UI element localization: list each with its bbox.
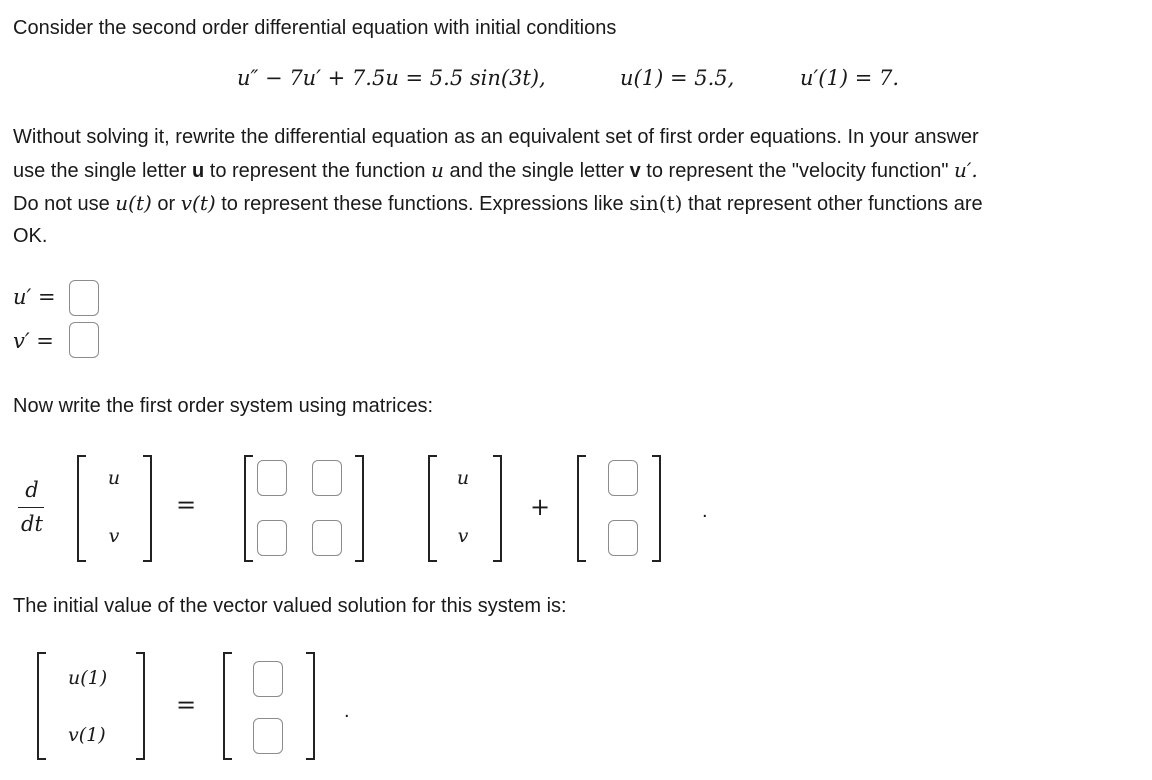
lhs-left-bracket bbox=[77, 455, 86, 562]
matrix-a21-input[interactable] bbox=[257, 520, 287, 556]
iv-u1: u(1) bbox=[68, 667, 108, 689]
instruction-line-3: Do not use u(t) or v(t) to represent these functions. Expressions like sin(t) that represent other functions are bbox=[13, 191, 983, 215]
initial-condition-u: u(1) = 5.5, bbox=[620, 66, 735, 90]
forcing-f2-input[interactable] bbox=[608, 520, 638, 556]
matrix-period: . bbox=[702, 500, 708, 522]
derivative-denominator: dt bbox=[21, 512, 43, 536]
u-prime-input[interactable] bbox=[69, 280, 99, 316]
iv-right-bracket bbox=[136, 652, 145, 760]
iv-left-bracket bbox=[37, 652, 46, 760]
matrix-left-bracket bbox=[244, 455, 253, 562]
ode-equation: u″ − 7u′ + 7.5u = 5.5 sin(3t), bbox=[237, 66, 546, 90]
initial-heading: The initial value of the vector valued solution for this system is: bbox=[13, 595, 567, 617]
state-left-bracket bbox=[428, 455, 437, 562]
forcing-f1-input[interactable] bbox=[608, 460, 638, 496]
iv-u1-input[interactable] bbox=[253, 661, 283, 697]
iv-answer-left-bracket bbox=[223, 652, 232, 760]
instruction-line-2: use the single letter u to represent the function u and the single letter v to represent the "velocity function" u′. bbox=[13, 158, 978, 182]
forcing-left-bracket bbox=[577, 455, 586, 562]
iv-v1-input[interactable] bbox=[253, 718, 283, 754]
iv-v1: v(1) bbox=[68, 724, 106, 746]
u-prime-label: u′ = bbox=[13, 285, 56, 309]
state-right-bracket bbox=[493, 455, 502, 562]
v-prime-label: v′ = bbox=[13, 329, 54, 353]
lhs-v: v bbox=[108, 525, 120, 547]
matrix-a22-input[interactable] bbox=[312, 520, 342, 556]
v-prime-input[interactable] bbox=[69, 322, 99, 358]
state-u: u bbox=[456, 467, 470, 489]
fraction-bar bbox=[18, 507, 44, 508]
lhs-u: u bbox=[107, 467, 121, 489]
matrix-heading: Now write the first order system using matrices: bbox=[13, 395, 434, 417]
iv-answer-right-bracket bbox=[306, 652, 315, 760]
equals-sign: = bbox=[176, 491, 197, 519]
instruction-line-4: OK. bbox=[13, 225, 48, 247]
state-v: v bbox=[457, 525, 469, 547]
forcing-right-bracket bbox=[652, 455, 661, 562]
matrix-a11-input[interactable] bbox=[257, 460, 287, 496]
intro-text: Consider the second order differential equation with initial conditions bbox=[13, 17, 617, 39]
iv-equals-sign: = bbox=[176, 691, 197, 719]
plus-sign: + bbox=[530, 493, 551, 521]
initial-condition-du: u′(1) = 7. bbox=[800, 66, 900, 90]
lhs-right-bracket bbox=[143, 455, 152, 562]
matrix-a12-input[interactable] bbox=[312, 460, 342, 496]
derivative-numerator: d bbox=[25, 478, 39, 502]
matrix-right-bracket bbox=[355, 455, 364, 562]
instruction-line-1: Without solving it, rewrite the differential equation as an equivalent set of first order equations. In your answer bbox=[13, 126, 979, 148]
iv-period: . bbox=[344, 700, 350, 722]
